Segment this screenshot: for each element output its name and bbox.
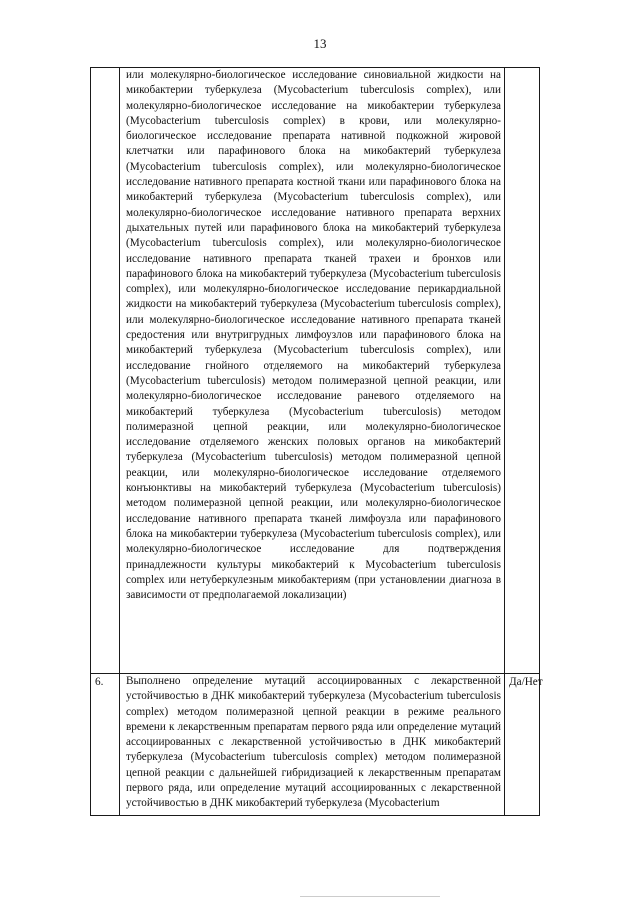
criterion-text-cell — [120, 674, 505, 816]
criterion-text-cell — [120, 68, 505, 674]
criterion-text: Выполнено определение мутаций ассоциированных с лекарственной устойчивостью в ДНК микобактерий туберкулеза (Mycobacterium tuberculosis complex) методом полимеразной цепной реакции в режиме реального времени к лекарственным препаратам первого ряда или определение мутаций ассоциированных с лекарственной устойчивостью в ДНК микобактерий туберкулеза (Mycobacterium tuberculosis complex) методом полимеразной цепной реакции с дальнейшей гибридизацией к лекарственным препаратам первого ряда, или определение мутаций ассоциированных с лекарственной устойчивостью в ДНК микобактерий туберкулеза (Mycobacterium — [126, 675, 501, 810]
scan-artifact-line — [300, 896, 440, 897]
page-number: 13 — [313, 36, 327, 51]
criterion-text: или молекулярно-биологическое исследование синовиальной жидкости на микобактерии туберкулеза (Mycobacterium tuberculosis complex), или молекулярно-биологическое исследование на микобактерии туберкулеза (Mycobacterium tuberculosis complex) в крови, или молекулярно-биологическое исследование препарата нативной подкожной жировой клетчатки или парафинового блока на микобактерий туберкулеза (Mycobacterium tuberculosis complex), или молекулярно-биологическое исследование нативного препарата костной ткани или парафинового блока на микобактерий туберкулеза (Mycobacterium tuberculosis complex), или молекулярно-биологическое исследование нативного препарата верхних дыхательных путей или парафинового блока на микобактерий туберкулеза (Mycobacterium tuberculosis complex), или молекулярно-биологическое исследование нативного препарата тканей трахеи и бронхов или парафинового блока на микобактерий туберкулеза (Mycobacterium tuberculosis complex), или молекулярно-биологическое исследование перикардиальной жидкости на микобактерий туберкулеза (Mycobacterium tuberculosis complex), или молекулярно-биологическое исследование нативного препарата тканей средостения или внутригрудных лимфоузлов или парафинового блока на микобактерий туберкулеза (Mycobacterium tuberculosis complex), или исследование гнойного отделяемого на микобактерий туберкулеза (Mycobacterium tuberculosis) методом полимеразной цепной реакции, или молекулярно-биологическое исследование раневого отделяемого на микобактерий туберкулеза (Mycobacterium tuberculosis) методом полимеразной цепной реакции, или молекулярно-биологическое исследование отделяемого женских половых органов на микобактерий туберкулеза (Mycobacterium tuberculosis) методом полимеразной цепной реакции, или молекулярно-биологическое исследование отделяемого конъюнктивы на микобактерий туберкулеза (Mycobacterium tuberculosis) методом полимеразной цепной реакции, или молекулярно-биологическое исследование нативного препарата тканей лимфоузла или парафинового блока на микобактерии туберкулеза (Mycobacterium tuberculosis complex), или молекулярно-биологическое исследование для подтверждения принадлежности культуры микобактерий к Mycobacterium tuberculosis complex или нетуберкулезным микобактериям (при установлении диагноза в зависимости от предполагаемой локализации) — [126, 69, 501, 602]
answer-cell — [505, 68, 540, 674]
row-number-cell — [91, 68, 120, 674]
criteria-table — [90, 67, 543, 816]
table-row — [91, 68, 540, 674]
answer-cell: Да/Нет — [505, 674, 540, 816]
row-number-cell: 6. — [91, 674, 120, 816]
table-row — [91, 674, 540, 816]
